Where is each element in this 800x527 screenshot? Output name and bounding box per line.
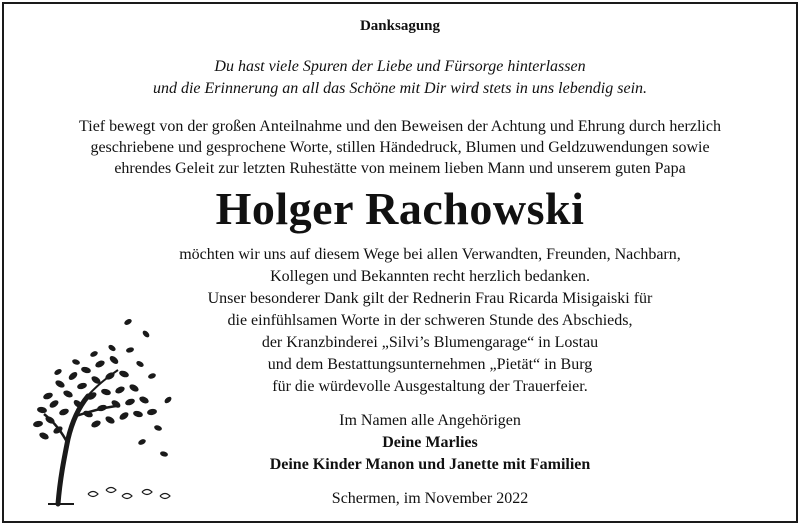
intro-line-3: ehrendes Geleit zur letzten Ruhestätte von meinem lieben Mann und unserem guten Papa <box>114 160 686 177</box>
signature-intro: Im Namen alle Angehörigen <box>339 412 521 429</box>
message-line-2: Kollegen und Bekannten recht herzlich bedanken. <box>270 268 590 285</box>
message-line-4: die einfühlsamen Worte in der schweren Stunde des Abschieds, <box>227 312 633 329</box>
message-line-6: und dem Bestattungsunternehmen „Pietät“ in Burg <box>267 356 593 373</box>
obituary-notice <box>2 2 798 523</box>
place-and-date: Schermen, im November 2022 <box>331 490 529 507</box>
intro-line-2: geschriebene und gesprochene Worte, stillen Händedruck, Blumen und Geldzuwendungen sowie <box>90 139 710 156</box>
deceased-name: Holger Rachowski <box>215 183 585 234</box>
signature-children: Deine Kinder Manon und Janette mit Familien <box>269 456 591 473</box>
message-line-5: der Kranzbinderei „Silvi’s Blumengarage“ in Lostau <box>261 334 599 351</box>
windblown-tree-icon <box>18 304 178 514</box>
signature-spouse: Deine Marlies <box>382 434 478 451</box>
quote-line-2: und die Erinnerung an all das Schöne mit Dir wird stets in uns lebendig sein. <box>152 80 648 97</box>
message-line-3: Unser besonderer Dank gilt der Rednerin Frau Ricarda Misigaiski für <box>207 290 653 307</box>
notice-title: Danksagung <box>359 18 441 34</box>
intro-line-1: Tief bewegt von der großen Anteilnahme und den Beweisen der Achtung und Ehrung durch herzlich <box>79 118 721 135</box>
message-line-1: möchten wir uns auf diesem Wege bei allen Verwandten, Freunden, Nachbarn, <box>179 246 681 263</box>
quote-line-1: Du hast viele Spuren der Liebe und Fürsorge hinterlassen <box>214 58 586 75</box>
message-line-7: für die würdevolle Ausgestaltung der Trauerfeier. <box>272 378 588 395</box>
